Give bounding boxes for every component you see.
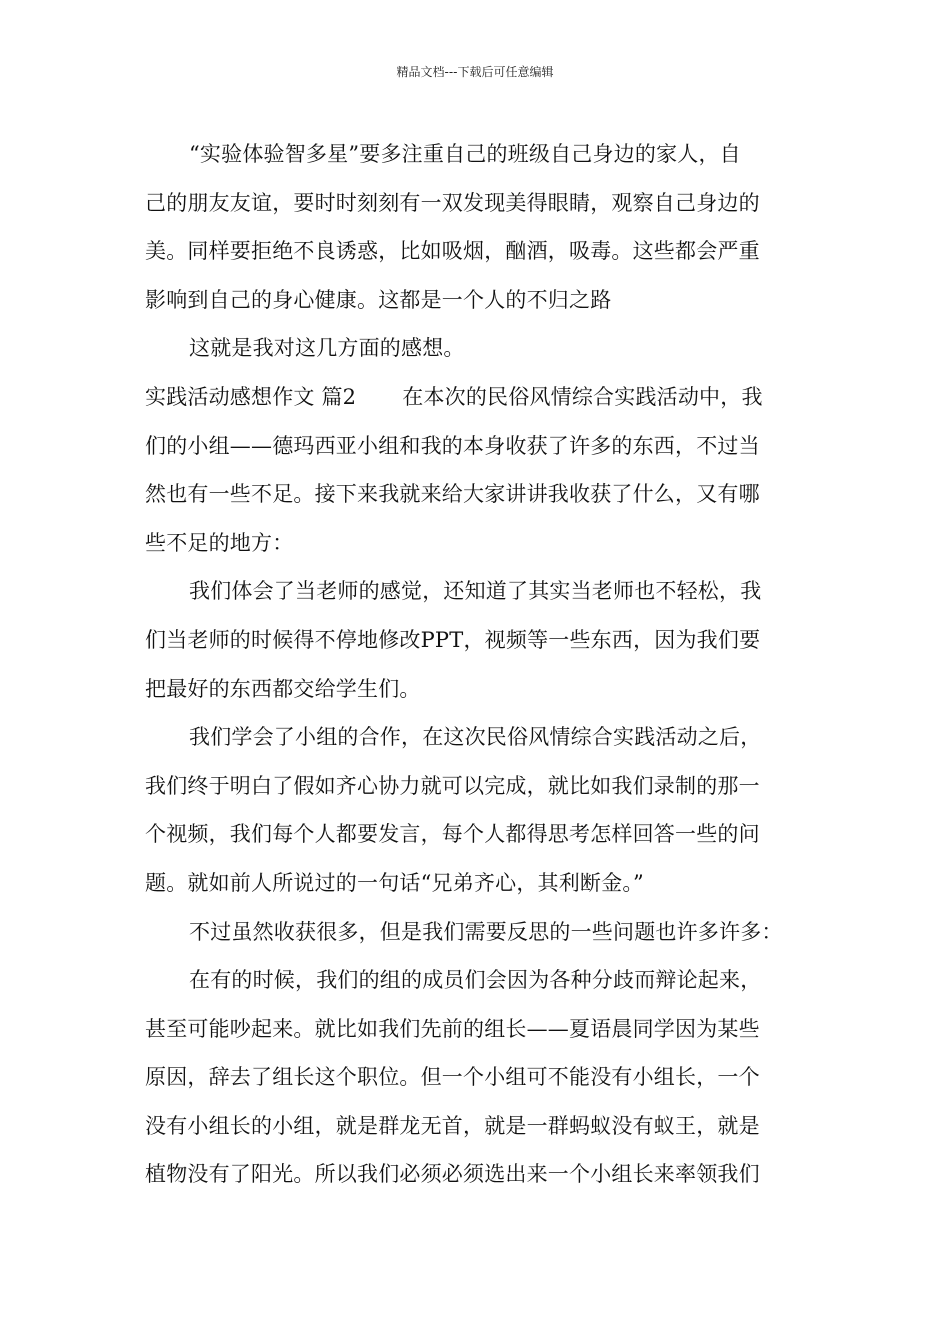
section-title: 实践活动感想作文 篇2 — [145, 384, 357, 409]
text-line: 我们学会了小组的合作，在这次民俗风情综合实践活动之后， — [189, 725, 762, 750]
text-line: 己的朋友友谊，要时时刻刻有一双发现美得眼睛，观察自己身边的 — [145, 190, 760, 215]
text-line: 原因，辞去了组长这个职位。但一个小组可不能没有小组长，一个 — [145, 1065, 760, 1090]
text-line: 在有的时候，我们的组的成员们会因为各种分歧而辩论起来， — [189, 968, 762, 993]
text-line: 植物没有了阳光。所以我们必须必须选出来一个小组长来率领我们 — [145, 1162, 760, 1187]
text-line: 把最好的东西都交给学生们。 — [145, 676, 421, 701]
text-line: 些不足的地方： — [145, 530, 294, 555]
text-line: 然也有一些不足。接下来我就来给大家讲讲我收获了什么，又有哪 — [145, 482, 760, 507]
text-line: 个视频，我们每个人都要发言，每个人都得思考怎样回答一些的问 — [145, 822, 760, 847]
text-line-with-section-title — [145, 373, 805, 422]
text-line: “实验体验智多星”要多注重自己的班级自己身边的家人，自 — [189, 142, 741, 166]
text-line: 不过虽然收获很多，但是我们需要反思的一些问题也许多许多： — [189, 919, 783, 944]
section-first-sentence: 在本次的民俗风情综合实践活动中，我 — [402, 384, 763, 409]
text-line: 美。同样要拒绝不良诱惑，比如吸烟，酗酒，吸毒。这些都会严重 — [145, 239, 760, 264]
text-line: 没有小组长的小组，就是群龙无首，就是一群蚂蚁没有蚁王，就是 — [145, 1113, 760, 1138]
document-body — [145, 130, 805, 1199]
page-header: 精品文档---下载后可任意编辑 — [396, 65, 554, 79]
text-line: 我们体会了当老师的感觉，还知道了其实当老师也不轻松，我 — [189, 579, 762, 604]
text-line: 们的小组——德玛西亚小组和我的本身收获了许多的东西，不过当 — [145, 433, 760, 458]
text-line: 影响到自己的身心健康。这都是一个人的不归之路 — [145, 287, 612, 312]
text-line: 题。就如前人所说过的一句话“兄弟齐心，其利断金。” — [145, 870, 644, 895]
text-line: 我们终于明白了假如齐心协力就可以完成，就比如我们录制的那一 — [145, 773, 760, 798]
text-line: 们当老师的时候得不停地修改PPT，视频等一些东西，因为我们要 — [145, 627, 761, 652]
text-line: 甚至可能吵起来。就比如我们先前的组长——夏语晨同学因为某些 — [145, 1016, 760, 1041]
text-line: 这就是我对这几方面的感想。 — [189, 336, 465, 361]
